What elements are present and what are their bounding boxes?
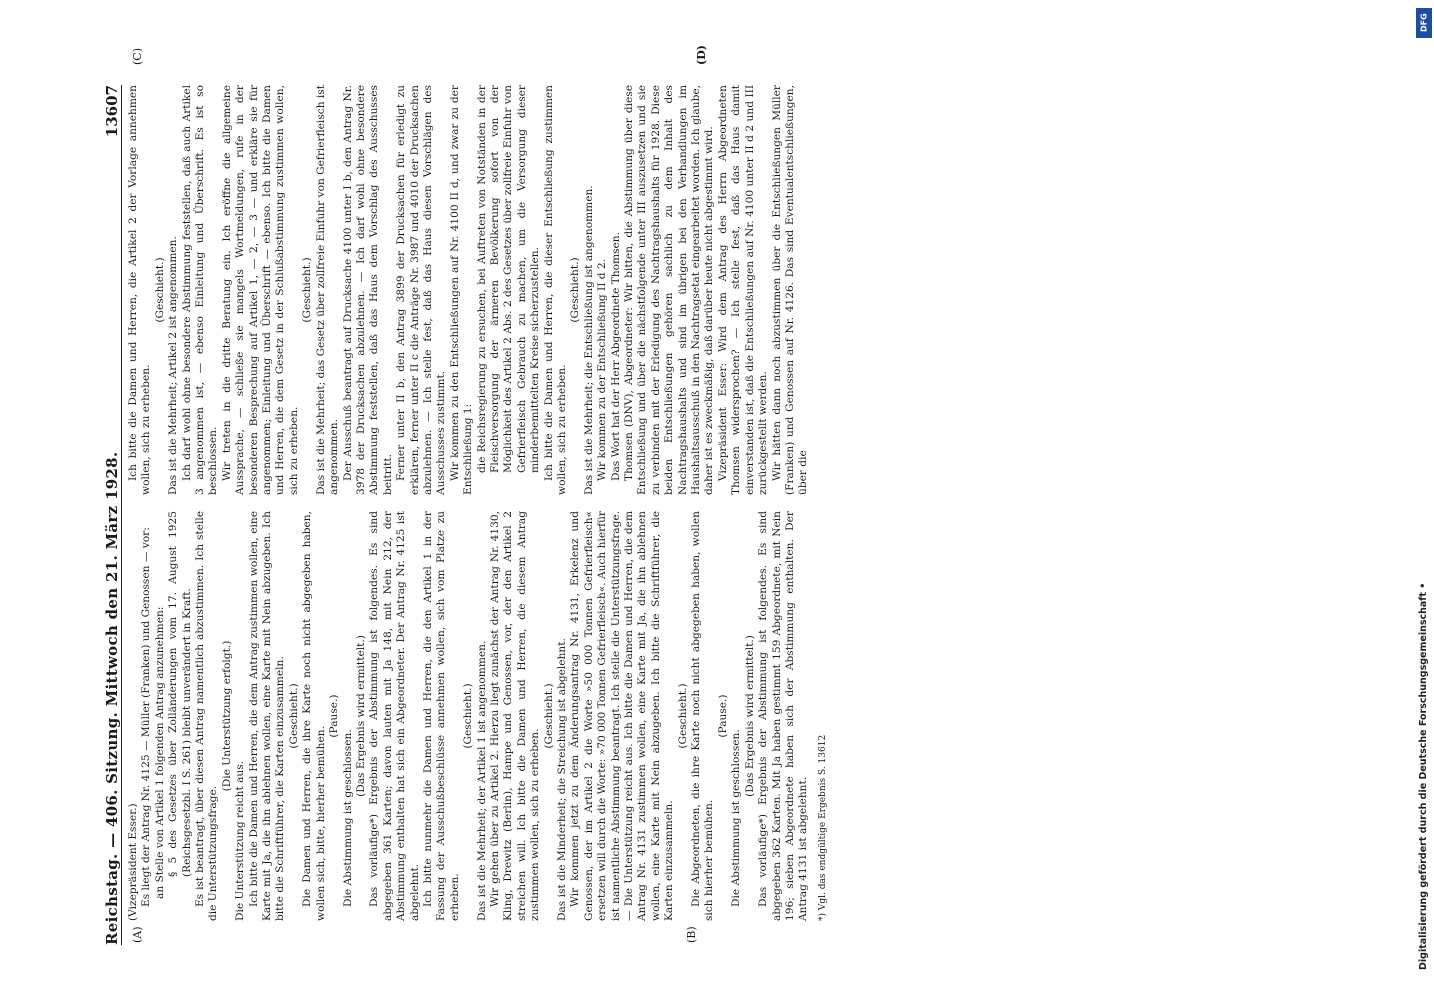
paragraph: Ich bitte nunmehr die Damen und Herren, die den Artikel 1 in der Fassung der Ausschußbeschlüsse annehmen wollen, sich vom Platze zu erheben.: [421, 511, 461, 921]
stage-direction: (Pause.): [716, 694, 729, 738]
paragraph: Das vorläufige*) Ergebnis der Abstimmung ist folgendes. Es sind abgegeben 362 Karten. Mit Ja haben gestimmt 159 Abgeordnete, mit Nein 196; sieben Abgeordnete haben sich der Abstimmung enthalten. Der Antrag 4131 ist abgelehnt.: [757, 511, 810, 921]
paragraph: Wir kommen zu der Entschließung II d 2.: [596, 258, 609, 481]
stage-direction: (Geschieht.): [301, 257, 314, 323]
paragraph: Vizepräsident Esser: Wird dem Antrag des Herrn Abgeordneten Thomsen widersprochen? — Ich stelle fest, daß das Haus damit einverstanden ist, daß die Entschließungen auf Nr. 4100 unter II d 2 und III zurückgestellt werden.: [716, 85, 770, 495]
paragraph: Die Abstimmung ist geschlossen.: [341, 729, 354, 907]
paragraph: Wir treten in die dritte Beratung ein. Ich eröffne die allgemeine Aussprache, — schließe sie mangels Wortmeldungen, rufe in der besonderen Besprechung auf Artikel 1, — 2, — 3 — und erkläre sie für angenommen; Einleitung und Überschrift — ebenso. Ich bitte die Damen und Herren, die dem Gesetz in der Schlußabstimmung zustimmen wollen, sich zu erheben.: [220, 85, 300, 495]
stage-direction: (Geschieht.): [569, 257, 582, 323]
paragraph: Das ist die Mehrheit; die Entschließung ist angenommen.: [582, 185, 595, 495]
paragraph: Das vorläufige*) Ergebnis der Abstimmung ist folgendes. Es sind abgegeben 361 Karten; davon lauten mit Ja 148, mit Nein 212, der Abstimmung enthalten hat sich ein Abgeordneter. Der Antrag Nr. 4125 ist abgelehnt.: [368, 511, 421, 921]
paragraph: Es liegt der Antrag Nr. 4125 — Müller (Franken) und Genossen — vor:: [140, 527, 153, 907]
paragraph: Ich bitte die Damen und Herren, die Artikel 2 der Vorlage annehmen wollen, sich zu erheben.: [127, 85, 153, 495]
paragraph: Das ist die Mehrheit; der Artikel 1 ist angenommen.: [475, 640, 488, 921]
paragraph: Thomsen (DNV), Abgeordneter: Wir bitten, die Abstimmung über diese Entschließung und über die nächstfolgende unter III auszusetzen und sie zu verbinden mit der Erledigung des Nachtragshaushalts für 1928. Diese beiden Entschließungen gehören sachlich zu dem Inhalt des Nachtragshaushalts und sind im übrigen bei den Verhandlungen im Haushaltsausschuß in den Nachtragsetat eingearbeitet worden. Ich glaube, daher ist es zweckmäßig, daß darüber heute nicht abgestimmt wird.: [623, 85, 716, 495]
paragraph: Ich bitte die Damen und Herren, die dem Antrag zustimmen wollen, eine Karte mit Ja, die ihn ablehnen wollen, eine Karte mit Nein abzugeben. Ich bitte die Schriftführer, die Karten einzusammeln.: [247, 511, 287, 921]
paragraph: Es ist beantragt, über diesen Antrag namentlich abzustimmen. Ich stelle die Unterstützungsfrage.: [194, 511, 220, 921]
paragraph: Ich bitte die Damen und Herren, die dieser Entschließung zustimmen wollen, sich zu erheben.: [542, 85, 568, 495]
paragraph: Wir kommen jetzt zu dem Änderungsantrag Nr. 4131, Erkelenz und Genossen, der im Artikel 2 die Worte »50 000 Tonnen Gefrierfleisch« ersetzen will durch die Worte: »70 000 Tonnen Gefrierfleisch«. Auch hierfür ist namentliche Abstimmung beantragt. Ich stelle die Unterstützungsfrage. — Die Unterstützung reicht aus. Ich bitte die Damen und Herren, die dem Antrag Nr. 4131 zustimmen wollen, eine Karte mit Ja, die ihn ablehnen wollen, eine Karte mit Nein abzugeben. Ich bitte die Schriftführer, die Karten einzusammeln.: [569, 511, 676, 921]
paragraph: Wir kommen zu den Entschließungen auf Nr. 4100 II d, und zwar zu der Entschließung 1:: [448, 85, 475, 495]
paragraph: Wir hätten dann noch abzustimmen über die Entschließungen Müller (Franken) und Genossen auf Nr. 4126. Das sind Eventualentschließungen, über die: [770, 85, 810, 495]
left-column: [127, 511, 1310, 921]
paragraph: Die Unterstützung reicht aus.: [234, 760, 247, 921]
stage-direction: (Das Ergebnis wird ermittelt.): [354, 635, 367, 797]
stage-direction: (Geschieht.): [542, 683, 555, 749]
stage-direction: (Geschieht.): [287, 683, 300, 749]
stage-direction: (Das Ergebnis wird ermittelt.): [743, 635, 756, 797]
margin-mark-b: (B): [685, 926, 698, 943]
paragraph: Ich darf wohl ohne besondere Abstimmung feststellen, daß auch Artikel 3 angenommen ist, — ebenso Einleitung und Überschrift. Es ist so beschlossen.: [180, 85, 220, 495]
stage-direction: (Geschieht.): [153, 257, 166, 323]
paragraph: (Vizepräsident Esser.): [127, 803, 139, 921]
header-title: Reichstag. — 406. Sitzung. Mittwoch den 21. März 1928.: [103, 451, 121, 945]
scan-area: [95, 45, 1310, 945]
paragraph: Das ist die Mehrheit; das Gesetz über zollfreie Einfuhr von Gefrierfleisch ist angenommen.: [314, 85, 341, 495]
paragraph: Das ist die Mehrheit; Artikel 2 ist angenommen.: [167, 236, 180, 495]
paragraph: Wir gehen über zu Artikel 2. Hierzu liegt zunächst der Antrag Nr. 4130, Kling, Drewitz (Berlin), Hampe und Genossen, vor, der den Artikel 2 streichen will. Ich bitte die Damen und Herren, die diesem Antrag zustimmen wollen, sich zu erheben.: [488, 511, 542, 921]
paragraph: Die Damen und Herren, die ihre Karte noch nicht abgegeben haben, wollen sich, bitte, hierher bemühen.: [301, 511, 327, 921]
quoted-text: die Reichsregierung zu ersuchen, bei Auftreten von Notständen in der Fleischversorgung der ärmeren Bevölkerung sofort von der Möglichkeit des Artikel 2 Abs. 2 des Gesetzes über zollfreie Einfuhr von Gefrierfleisch Gebrauch zu machen, um die Versorgung dieser minderbemittelten Kreise sicherzustellen.: [475, 85, 542, 473]
footnote: *) Vgl. das endgültige Ergebnis S. 13612: [817, 734, 828, 921]
right-column: [127, 85, 1310, 495]
page-number: 13607: [103, 85, 121, 138]
paragraph: an Stelle von Artikel 1 folgenden Antrag anzunehmen:: [153, 606, 166, 899]
paragraph: Der Ausschuß beantragt auf Drucksache 4100 unter I b, den Antrag Nr. 3978 der Drucksachen abzulehnen. — Ich darf wohl ohne besondere Abstimmung feststellen, daß das Haus dem Vorschlag des Ausschusses beitritt.: [341, 85, 394, 495]
margin-mark-a: (A): [131, 926, 144, 943]
margin-mark-d: (D): [695, 45, 708, 65]
dfg-credit: Digitalisierung gefördert durch die Deutsche Forschungsgemeinschaft •: [1418, 582, 1429, 970]
paragraph: Ferner unter II b, den Antrag 3899 der Drucksachen für erledigt zu erklären, ferner unter II c die Anträge Nr. 3987 und 4010 der Drucksachen abzulehnen. — Ich stelle fest, daß das Haus diesen Vorschlägen des Ausschusses zustimmt.: [395, 85, 448, 495]
paragraph: Die Abstimmung ist geschlossen.: [730, 729, 743, 907]
margin-mark-c: (C): [131, 48, 144, 65]
stage-direction: (Die Unterstützung erfolgt.): [220, 640, 233, 792]
running-head: [95, 85, 122, 945]
paragraph: Das Wort hat der Herr Abgeordnete Thomsen.: [609, 232, 622, 481]
dfg-logo: DFG: [1416, 8, 1432, 38]
stage-direction: (Geschieht.): [462, 683, 475, 749]
quoted-text: § 5 des Gesetzes über Zolländerungen vom 17. August 1925 (Reichsgesetzbl. I S. 261) bleibt unverändert in Kraft.: [167, 511, 193, 877]
stage-direction: (Geschieht.): [676, 683, 689, 749]
paragraph: Das ist die Minderheit; die Streichung ist abgelehnt.: [556, 638, 568, 921]
paragraph: Die Abgeordneten, die ihre Karte noch nicht abgegeben haben, wollen sich hierher bemühen.: [690, 511, 716, 921]
stage-direction: (Pause.): [328, 694, 341, 738]
